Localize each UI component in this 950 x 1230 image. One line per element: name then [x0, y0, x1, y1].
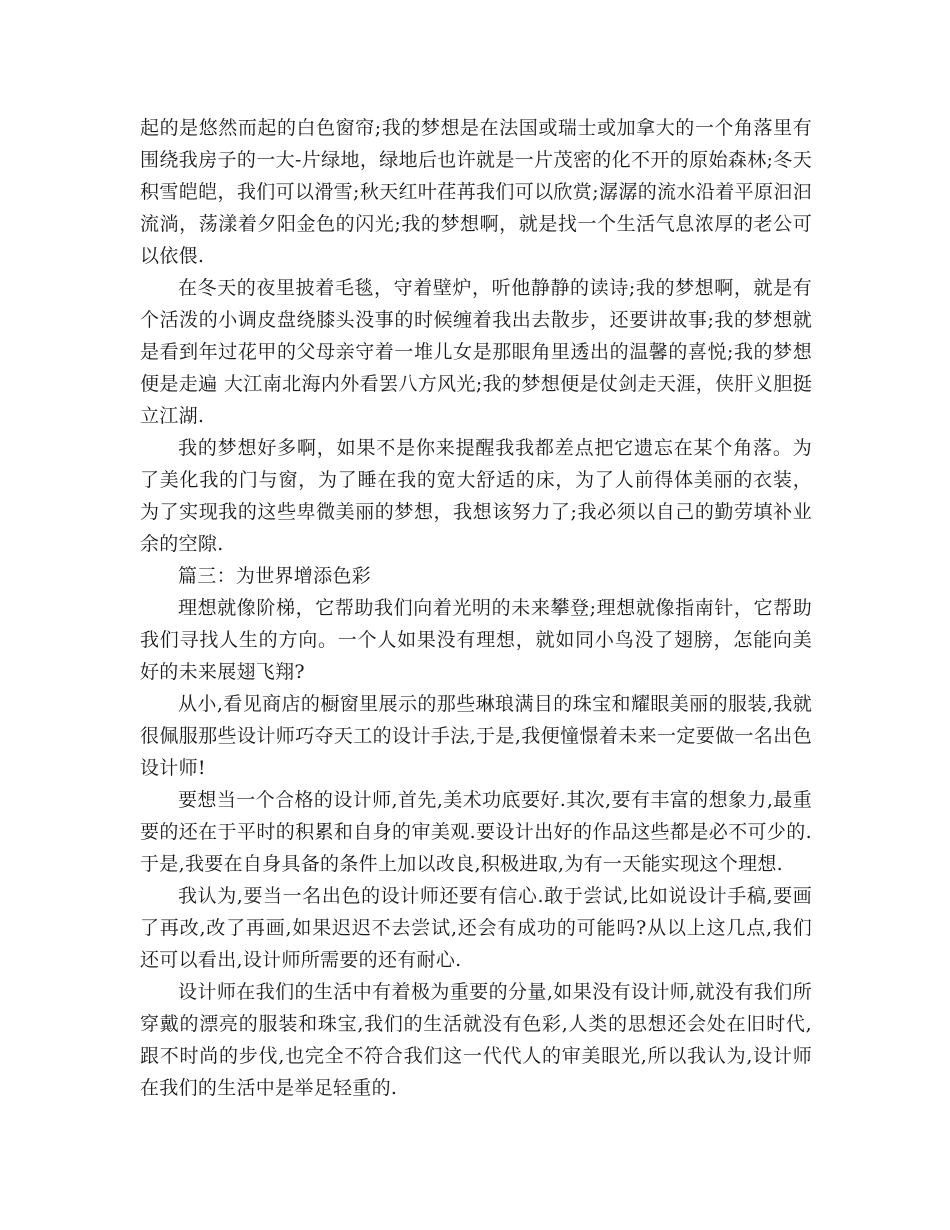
paragraph-4: 理想就像阶梯，它帮助我们向着光明的未来攀登;理想就像指南针，它帮助我们寻找人生的方向。一个人如果没有理想，就如同小鸟没了翅膀，怎能向美好的未来展翅飞翔? [140, 597, 812, 683]
paragraph-1: 起的是悠然而起的白色窗帘;我的梦想是在法国或瑞士或加拿大的一个角落里有围绕我房子的一大-片绿地，绿地后也许就是一片茂密的化不开的原始森林;冬天积雪皑皑，我们可以滑雪;秋天红叶荏苒我们可以欣赏;潺潺的流水沿着平原汩汩流淌，荡漾着夕阳金色的闪光;我的梦想啊，就是找一个生活气息浓厚的老公可以依偎. [140, 117, 812, 267]
paragraph-6: 要想当一个合格的设计师,首先,美术功底要好.其次,要有丰富的想象力,最重要的还在于平时的积累和自身的审美观.要设计出好的作品这些都是必不可少的.于是,我要在自身具备的条件上加以改良,积极进取,为有一天能实现这个理想. [140, 789, 812, 875]
paragraph-8: 设计师在我们的生活中有着极为重要的分量,如果没有设计师,就没有我们所穿戴的漂亮的服装和珠宝,我们的生活就没有色彩,人类的思想还会处在旧时代,跟不时尚的步伐,也完全不符合我们这一代代人的审美眼光,所以我认为,设计师在我们的生活中是举足轻重的. [140, 981, 812, 1099]
paragraph-2: 在冬天的夜里披着毛毯，守着壁炉，听他静静的读诗;我的梦想啊，就是有个活泼的小调皮盘绕膝头没事的时候缠着我出去散步，还要讲故事;我的梦想就是看到年过花甲的父母亲守着一堆儿女是那眼角里透出的温馨的喜悦;我的梦想便是走遍 大江南北海内外看罢八方风光;我的梦想便是仗剑走天涯，侠肝义胆挺立江湖. [140, 277, 812, 427]
document-body [140, 112, 812, 1104]
section-heading: 篇三：为世界增添色彩 [178, 565, 372, 587]
paragraph-5: 从小,看见商店的橱窗里展示的那些琳琅满目的珠宝和耀眼美丽的服装,我就很佩服那些设计师巧夺天工的设计手法,于是,我便憧憬着未来一定要做一名出色设计师! [140, 693, 812, 779]
paragraph-3: 我的梦想好多啊，如果不是你来提醒我我都差点把它遗忘在某个角落。为了美化我的门与窗，为了睡在我的宽大舒适的床，为了人前得体美丽的衣装，为了实现我的这些卑微美丽的梦想，我想该努力了;我必须以自己的勤劳填补业余的空隙. [140, 437, 812, 555]
paragraph-7: 我认为,要当一名出色的设计师还要有信心.敢于尝试,比如说设计手稿,要画了再改,改了再画,如果迟迟不去尝试,还会有成功的可能吗?从以上这几点,我们还可以看出,设计师所需要的还有耐心. [140, 885, 812, 971]
